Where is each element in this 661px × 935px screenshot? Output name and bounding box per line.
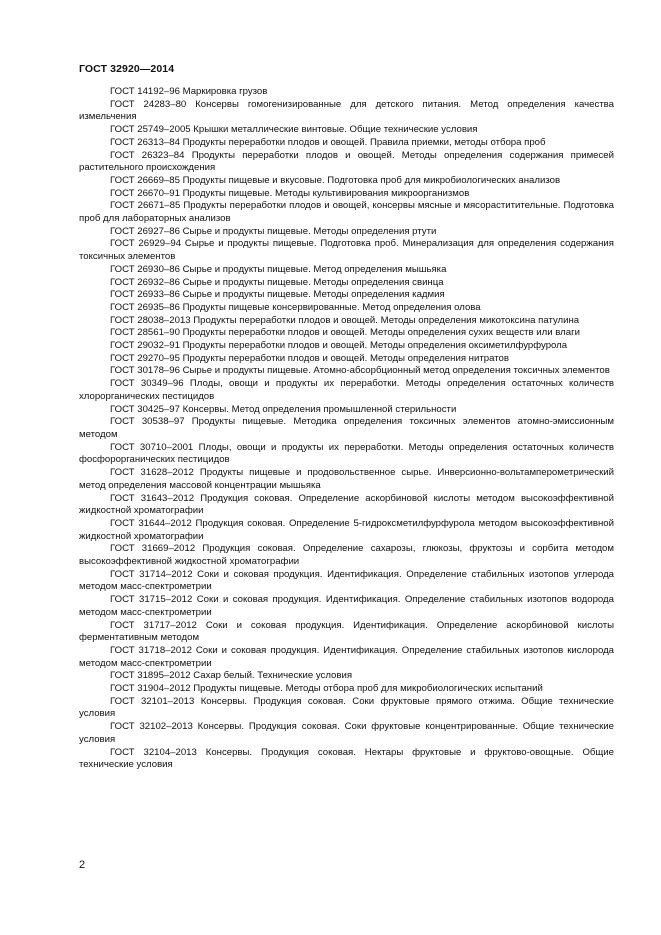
reference-item: ГОСТ 31717–2012 Соки и соковая продукция. Идентификация. Определение аскорбиновой кислоты ферментативным методом [79,619,614,644]
reference-item: ГОСТ 30710–2001 Плоды, овощи и продукты их переработки. Методы определения остаточных количеств фосфорорганических пестицидов [79,441,614,466]
reference-item: ГОСТ 30349–96 Плоды, овощи и продукты их переработки. Методы определения остаточных количеств хлорорганических пестицидов [79,378,614,402]
document-header: ГОСТ 32920—2014 [79,63,175,75]
reference-item: ГОСТ 31718–2012 Соки и соковая продукция. Идентификация. Определение стабильных изотопов кислорода методом масс-спектрометрии [79,644,614,669]
reference-item: ГОСТ 24283–80 Консервы гомогенизированные для детского питания. Метод определения качества измельчения [79,98,614,123]
reference-item: ГОСТ 26927–86 Сырье и продукты пищевые. Методы определения ртути [110,225,437,237]
reference-item: ГОСТ 32104–2013 Консервы. Продукция соковая. Нектары фруктовые и фруктово-овощные. Общие технические условия [79,746,614,771]
reference-item: ГОСТ 31715–2012 Соки и соковая продукция. Идентификация. Определение стабильных изотопов водорода методом масс-спектрометрии [79,594,614,618]
reference-item: ГОСТ 30425–97 Консервы. Метод определения промышленной стерильности [110,403,457,415]
reference-item: ГОСТ 31895–2012 Сахар белый. Технические условия [110,670,353,682]
reference-item: ГОСТ 26671–85 Продукты переработки плодов и овощей, консервы мясные и мясораститительные. Подготовка проб для лабораторных анализов [79,200,614,225]
reference-item: ГОСТ 28561–90 Продукты переработки плодов и овощей. Методы определения сухих веществ или влаги [110,327,580,339]
reference-item: ГОСТ 26323–84 Продукты переработки плодов и овощей. Методы определения содержания примесей растительного происхождения [79,149,614,174]
reference-item: ГОСТ 26933–86 Сырье и продукты пищевые. Методы определения кадмия [110,289,445,301]
reference-item: ГОСТ 31643–2012 Продукция соковая. Определение аскорбиновой кислоты методом высокоэффективной жидкостной хроматографии [79,492,614,517]
reference-item: ГОСТ 31669–2012 Продукция соковая. Определение сахарозы, глюкозы, фруктозы и сорбита методом высокоэффективной жидкостной хроматографии [79,543,614,568]
reference-item: ГОСТ 25749–2005 Крышки металлические винтовые. Общие технические условия [110,124,478,136]
reference-item: ГОСТ 30178–96 Сырье и продукты пищевые. Атомно-абсорбционный метод определения токсичных элементов [110,365,610,377]
reference-item: ГОСТ 14192–96 Маркировка грузов [110,86,268,97]
reference-item: ГОСТ 31644–2012 Продукция соковая. Определение 5-гидроксметилфурфурола методом высокоэффективной жидкостной хроматографии [79,517,614,542]
reference-item: ГОСТ 26669–85 Продукты пищевые и вкусовые. Подготовка проб для микробиологических анализов [110,174,561,186]
reference-item: ГОСТ 29032–91 Продукты переработки плодов и овощей. Методы определения оксиметилфурфурола [110,340,568,352]
reference-item: ГОСТ 29270–95 Продукты переработки плодов и овощей. Методы определения нитратов [110,352,509,364]
reference-item: ГОСТ 26930–86 Сырье и продукты пищевые. Метод определения мышьяка [110,263,447,275]
reference-item: ГОСТ 26670–91 Продукты пищевые. Методы культивирования микроорганизмов [110,187,470,199]
reference-item: ГОСТ 31628–2012 Продукты пищевые и продовольственное сырье. Инверсионно-вольтамперометрический метод определения массовой концентрации мышьяка [79,467,614,491]
reference-item: ГОСТ 31714–2012 Соки и соковая продукция. Идентификация. Определение стабильных изотопов углерода методом масс-спектрометрии [79,568,614,593]
reference-item: ГОСТ 26935–86 Продукты пищевые консервированные. Метод определения олова [110,301,481,313]
reference-item: ГОСТ 31904–2012 Продукты пищевые. Методы отбора проб для микробиологических испытаний [110,683,543,695]
reference-item: ГОСТ 32102–2013 Консервы. Продукция соковая. Соки фруктовые концентрированные. Общие технические условия [79,721,614,745]
reference-item: ГОСТ 26929–94 Сырье и продукты пищевые. Подготовка проб. Минерализация для определения содержания токсичных элементов [79,238,614,263]
reference-item: ГОСТ 28038–2013 Продукты переработки плодов и овощей. Методы определения микотоксина патулина [110,314,580,326]
page-number: 2 [79,859,86,871]
references-list [79,86,614,772]
reference-item: ГОСТ 30538–97 Продукты пищевые. Методика определения токсичных элементов атомно-эмиссионным методом [79,416,614,440]
reference-item: ГОСТ 32101–2013 Консервы. Продукция соковая. Соки фруктовые прямого отжима. Общие технические условия [79,695,614,720]
reference-item: ГОСТ 26313–84 Продукты переработки плодов и овощей. Правила приемки, методы отбора проб [110,136,546,148]
reference-item: ГОСТ 26932–86 Сырье и продукты пищевые. Методы определения свинца [110,276,444,288]
